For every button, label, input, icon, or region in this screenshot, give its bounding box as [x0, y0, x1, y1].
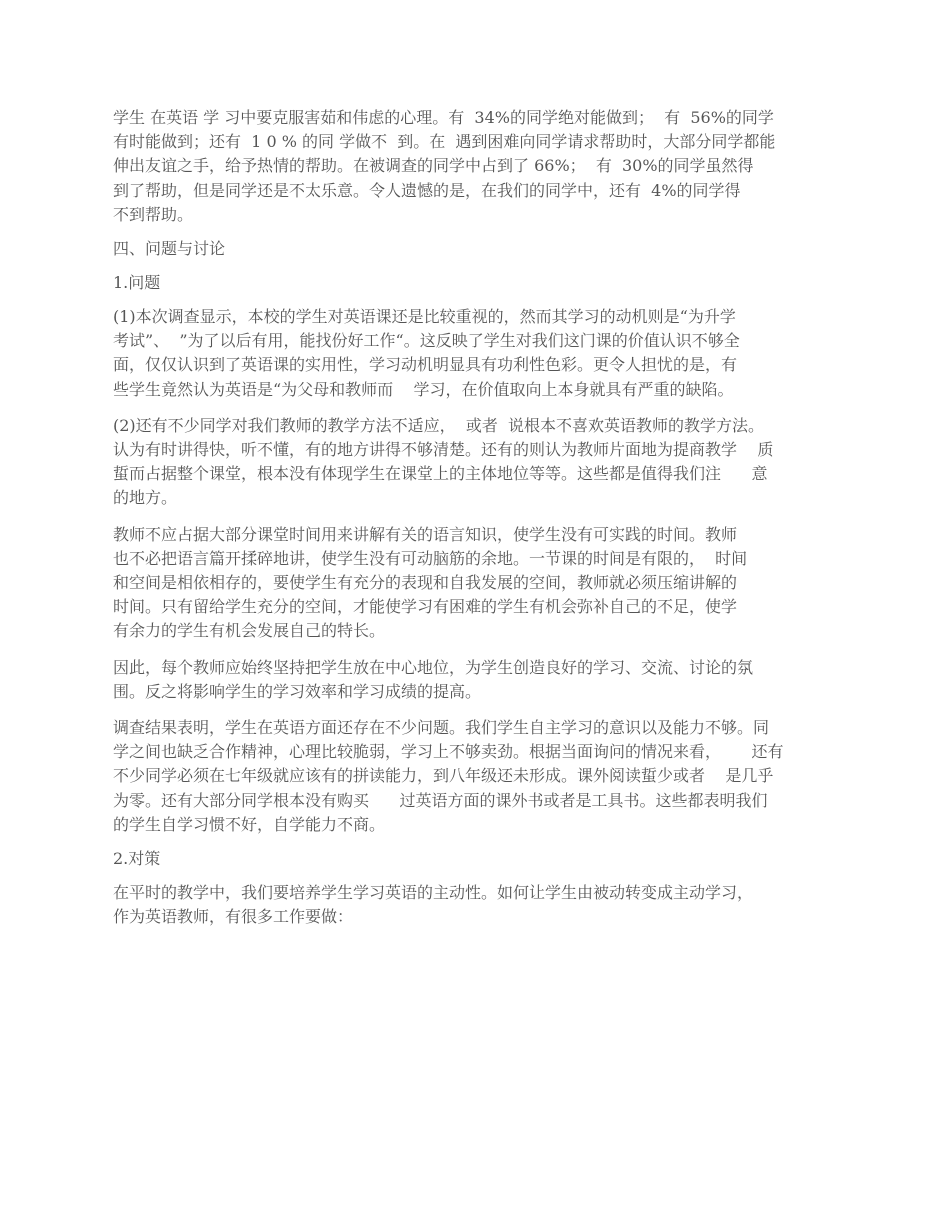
text-line: 学之间也缺乏合作精神，心理比较脆弱，学习上不够卖劲。根据当面询问的情况来看， 还有 [113, 742, 784, 762]
sub-heading-strategy: 2.对策 [113, 849, 161, 869]
paragraph-problem-2 [113, 414, 863, 511]
text-line: 调查结果表明，学生在英语方面还存在不少问题。我们学生自主学习的意识以及能力不够。同 [113, 718, 770, 738]
text-line: 学生 在英语 学 习中要克服害茹和伟虑的心理。有 34%的同学绝对能做到； 有 56%的同学 [113, 108, 774, 127]
text-line: 因此，每个教师应始终坚持把学生放在中心地位，为学生创造良好的学习、交流、讨论的氛 [113, 657, 754, 677]
text-line: 认为有时讲得快，听不懂，有的地方讲得不够清楚。还有的则认为教师片面地为提商教学 质 [113, 440, 774, 460]
sub-heading-problems: 1.问题 [113, 273, 161, 293]
document-page [113, 106, 863, 929]
text-line: (1)本次调查显示，本校的学生对英语课还是比较重视的，然而其学习的动机则是“为升学 [113, 307, 736, 327]
text-line: 时间。只有留给学生充分的空间，才能使学习有困难的学生有机会弥补自己的不足，使学 [113, 597, 738, 617]
text-line: 在平时的教学中，我们要培养学生学习英语的主动性。如何让学生由被动转变成主动学习， [113, 883, 754, 903]
paragraph-survey-results [113, 716, 863, 837]
text-line: 考试”、 ”为了以后有用，能找份好工作“。这反映了学生对我们这门课的价值认识不够全 [113, 331, 740, 351]
section-heading: 四、问题与讨论 [113, 239, 226, 259]
text-line: 有时能做到；还有 1 0 % 的同 学做不 到。在 遇到困难向同学请求帮助时，大部分同学都能 [113, 132, 776, 152]
paragraph-teacher-time [113, 523, 863, 644]
text-line: 面，仅仅认识到了英语课的实用性，学习动机明显具有功利性色彩。更令人担忧的是，有 [113, 355, 738, 375]
text-line: 为零。还有大部分同学根本没有购买 过英语方面的课外书或者是工具书。这些都表明我们 [113, 790, 768, 810]
paragraph-psychology [113, 106, 863, 227]
text-line: 教师不应占据大部分课堂时间用来讲解有关的语言知识，使学生没有可实践的时间。教师 [113, 524, 738, 544]
text-line: 不到帮助。 [113, 204, 194, 224]
text-line: 蜇而占据整个课堂，根本没有体现学生在课堂上的主体地位等等。这些都是值得我们注 意 [113, 464, 768, 484]
text-line: 的地方。 [113, 488, 178, 508]
paragraph-problem-1 [113, 305, 863, 402]
text-line: 些学生竟然认为英语是“为父母和教师而 学习，在价值取向上本身就具有严重的缺陷。 [113, 379, 734, 399]
text-line: 作为英语教师，有很多工作要做： [113, 907, 354, 927]
text-line: 围。反之将影响学生的学习效率和学习成绩的提高。 [113, 681, 482, 701]
paragraph-strategy [113, 881, 863, 929]
text-line: 到了帮助，但是同学还是不太乐意。令人遗憾的是，在我们的同学中，还有 4%的同学得 [113, 180, 741, 200]
text-line: 和空间是相依相存的，要使学生有充分的表现和自我发展的空间，教师就必须压缩讲解的 [113, 573, 738, 593]
text-line: 也不必把语言篇开揉碎地讲，使学生没有可动脑筋的余地。一节课的时间是有限的， 时间 [113, 548, 748, 568]
text-line: 有余力的学生有机会发展自己的特长。 [113, 621, 386, 641]
paragraph-student-center [113, 656, 863, 704]
text-line: 伸出友谊之手，给予热情的帮助。在被调查的同学中占到了 66%； 有 30%的同学虽然得 [113, 156, 754, 176]
text-line: 的学生自学习惯不好，自学能力不商。 [113, 814, 386, 834]
text-line: (2)还有不少同学对我们教师的教学方法不适应， 或者 说根本不喜欢英语教师的教学方法。 [113, 415, 765, 435]
text-line: 不少同学必须在七年级就应该有的拼读能力，到八年级还未形成。课外阅读蜇少或者 是几乎 [113, 766, 774, 786]
